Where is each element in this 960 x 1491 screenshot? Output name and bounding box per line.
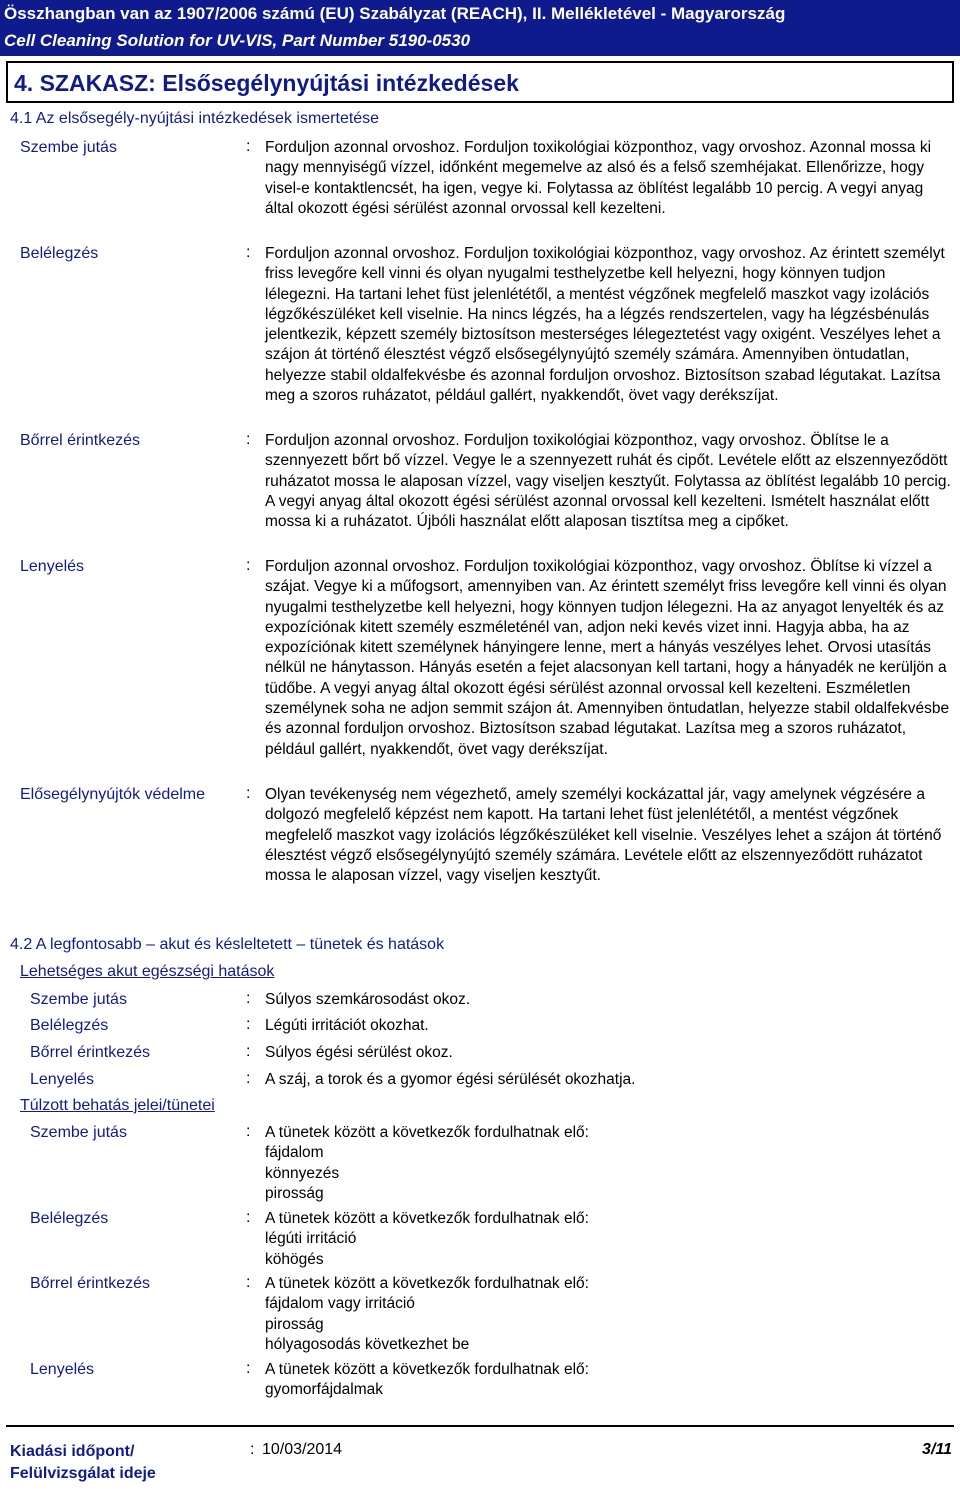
overexposure-skin-text: [265, 1274, 952, 1355]
colon: :: [246, 557, 251, 574]
acute-eye-label: Szembe jutás: [30, 991, 127, 1008]
symptom-line: A tünetek között a következők fordulhatnak elő:: [265, 1275, 589, 1292]
first-aid-skin-label: Bőrrel érintkezés: [20, 432, 141, 449]
colon: :: [246, 431, 251, 448]
overexposure-inhalation-label: Belélegzés: [30, 1210, 109, 1227]
colon: :: [246, 1274, 251, 1291]
symptom-line: A tünetek között a következők fordulhatnak elő:: [265, 1210, 589, 1227]
first-aid-inhalation-text: Forduljon azonnal orvoshoz. Forduljon toxikológiai központhoz, vagy orvoshoz. Az érintett személyt friss levegőre kell vinni és olyan nyugalmi testhelyzetbe kell helyezni, hogy könnyen tudjon lélegezni. Ha tartani lehet füst jelenlététől, a mentést végzőnek megfelelő maszkot vagy izolációs légzőkészüléket kell viselnie. Ha nincs légzés, ha a légzés rendszertelen, vagy ha légzésbénulás jelentkezik, képzett személy biztosítson mesterséges lélegeztetést vagy oxigént. Veszélyes lehet a szájon át történő élesztést végző elsősegélynyújtó személy számára. Amennyiben öntudatlan, helyezze stabil oldalfekvésbe és azonnal forduljon orvoshoz. Biztosítson szabad légutakat. Lazítsa meg a szoros ruházatot, például gallért, nyakkendőt, övet vagy derékszíjat.: [265, 245, 945, 405]
acute-skin-label: Bőrrel érintkezés: [30, 1044, 151, 1061]
symptom-line: fájdalom: [265, 1144, 324, 1162]
first-aid-eye-text: Forduljon azonnal orvoshoz. Forduljon toxikológiai központhoz, vagy orvoshoz. Azonnal mossa ki nagy mennyiségű vízzel, időnként megemelve az alsó és a felső szemhéjakat. Ellenőrizze, hogy visel-e kontaktlencsét, ha igen, vegye ki. Folytassa az öblítést legalább 10 percig. A vegyi anyag által okozott égési sérülést azonnal orvossal kell kezelteni.: [265, 139, 932, 217]
symptom-line: A tünetek között a következők fordulhatnak elő:: [265, 1124, 589, 1141]
colon: :: [246, 1070, 251, 1087]
acute-ingestion-label: Lenyelés: [30, 1071, 95, 1088]
issue-date-label-line1: Kiadási időpont/: [10, 1443, 135, 1460]
symptom-line: fájdalom vagy irritáció: [265, 1295, 415, 1313]
first-aid-eye-label: Szembe jutás: [20, 139, 117, 156]
symptom-line: pirosság: [265, 1184, 324, 1202]
overexposure-ingestion-label: Lenyelés: [30, 1361, 95, 1378]
symptom-line: légúti irritáció: [265, 1230, 357, 1248]
colon: :: [246, 1123, 251, 1140]
first-aid-inhalation-label: Belélegzés: [20, 245, 99, 262]
colon: :: [246, 244, 251, 261]
colon: :: [250, 1441, 255, 1458]
subsection-4-2-heading: 4.2 A legfontosabb – akut és késleltetett – tünetek és hatások: [10, 936, 445, 953]
symptom-line: hólyagosodás következhet be: [265, 1335, 470, 1353]
product-name-line: Cell Cleaning Solution for UV-VIS, Part Number 5190-0530: [4, 31, 471, 50]
overexposure-inhalation-text: [265, 1209, 952, 1270]
acute-skin-text: Súlyos égési sérülést okoz.: [265, 1044, 453, 1061]
acute-eye-text: Súlyos szemkárosodást okoz.: [265, 991, 471, 1008]
regulation-line: Összhangban van az 1907/2006 számú (EU) Szabályzat (REACH), II. Mellékletével - Magyarország: [4, 4, 786, 23]
symptom-line: pirosság: [265, 1315, 324, 1333]
overexposure-eye-label: Szembe jutás: [30, 1124, 127, 1141]
colon: :: [246, 1360, 251, 1377]
symptom-line: könnyezés: [265, 1164, 340, 1182]
first-aid-responders-text: Olyan tevékenység nem végezhető, amely személyi kockázattal jár, vagy amelynek végzésére a dolgozó megfelelő képzést nem kapott. Ha tartani lehet füst jelenlététől, a mentést végzőnek megfelelő maszkot vagy izolációs légzőkészüléket kell viselnie. Veszélyes lehet a szájon át történő élesztést végző elsősegélynyújtó személy számára. Levétele előtt az elszennyeződött ruházatot mossa le alaposan vízzel, vagy viseljen kesztyűt.: [265, 786, 942, 885]
symptom-line: köhögés: [265, 1250, 324, 1268]
first-aid-skin-text: Forduljon azonnal orvoshoz. Forduljon toxikológiai központhoz, vagy orvoshoz. Öblítse le a szennyezett bőrt bő vízzel. Vegye le a szennyezett ruhát és cipőt. Levétele előtt az elszennyeződött ruházatot mossa le alaposan vízzel, vagy viseljen kesztyűt. Folytassa az öblítést legalább 10 percig. A vegyi anyag által okozott égési sérülést azonnal orvossal kell kezelteni. Ismételt használat előtt mossa ki a ruházatot. Újbóli használat előtt alaposan tisztítsa meg a cipőket.: [265, 432, 951, 531]
overexposure-eye-text: [265, 1123, 952, 1204]
first-aid-responders-label: Elősegélynyújtók védelme: [20, 786, 205, 803]
document-header: [0, 0, 960, 56]
page-number: 3/11: [922, 1441, 952, 1458]
colon: :: [246, 1043, 251, 1060]
acute-ingestion-text: A száj, a torok és a gyomor égési sérülését okozhatja.: [265, 1071, 636, 1088]
issue-date-label-line2: Felülvizsgálat ideje: [10, 1465, 156, 1482]
overexposure-skin-label: Bőrrel érintkezés: [30, 1275, 151, 1292]
colon: :: [246, 1209, 251, 1226]
issue-date-value: 10/03/2014: [262, 1441, 343, 1458]
subsection-4-1-heading: 4.1 Az elsősegély-nyújtási intézkedések ismertetése: [10, 110, 380, 127]
overexposure-heading: Túlzott behatás jelei/tünetei: [20, 1097, 215, 1114]
first-aid-ingestion-label: Lenyelés: [20, 558, 85, 575]
colon: :: [246, 1016, 251, 1033]
first-aid-ingestion-text: Forduljon azonnal orvoshoz. Forduljon toxikológiai központhoz, vagy orvoshoz. Öblítse ki vízzel a szájat. Vegye ki a műfogsort, amennyiben van. Az érintett személyt friss levegőre kell vinni és olyan nyugalmi testhelyzetbe kell helyezni, hogy könnyen tudjon lélegezni. Ha az anyagot lenyelték és az expozíciónak kitett személy eszméleténél van, adjon neki kevés vizet inni. Hagyja abba, ha az expozíciónak kitett személynek hányingere lenne, mert a hányás veszélyes lehet. Orvosi utasítás nélkül ne hánytasson. Hányás esetén a fejet alacsonyan kell tartani, hogy a hányadék ne kerüljön a tüdőbe. A vegyi anyag által okozott égési sérülést azonnal orvossal kell kezelteni. Eszméletlen személynek soha ne adjon semmit szájon át. Amennyiben öntudatlan, helyezze stabil oldalfekvésbe és azonnal forduljon orvoshoz. Biztosítson szabad légutakat. Lazítsa meg a szoros ruházatot, például gallért, nyakkendőt, övet vagy derékszíjat.: [265, 558, 950, 758]
colon: :: [246, 990, 251, 1007]
overexposure-ingestion-text: [265, 1360, 952, 1401]
section-title-box: [6, 61, 954, 103]
symptom-line: A tünetek között a következők fordulhatnak elő:: [265, 1361, 589, 1378]
colon: :: [246, 138, 251, 155]
acute-inhalation-label: Belélegzés: [30, 1017, 109, 1034]
acute-inhalation-text: Légúti irritációt okozhat.: [265, 1017, 429, 1034]
acute-effects-heading: Lehetséges akut egészségi hatások: [20, 963, 275, 980]
symptom-line: gyomorfájdalmak: [265, 1381, 384, 1399]
colon: :: [246, 785, 251, 802]
footer-divider: [6, 1425, 954, 1427]
section-title: 4. SZAKASZ: Elsősegélynyújtási intézkedések: [14, 70, 519, 96]
